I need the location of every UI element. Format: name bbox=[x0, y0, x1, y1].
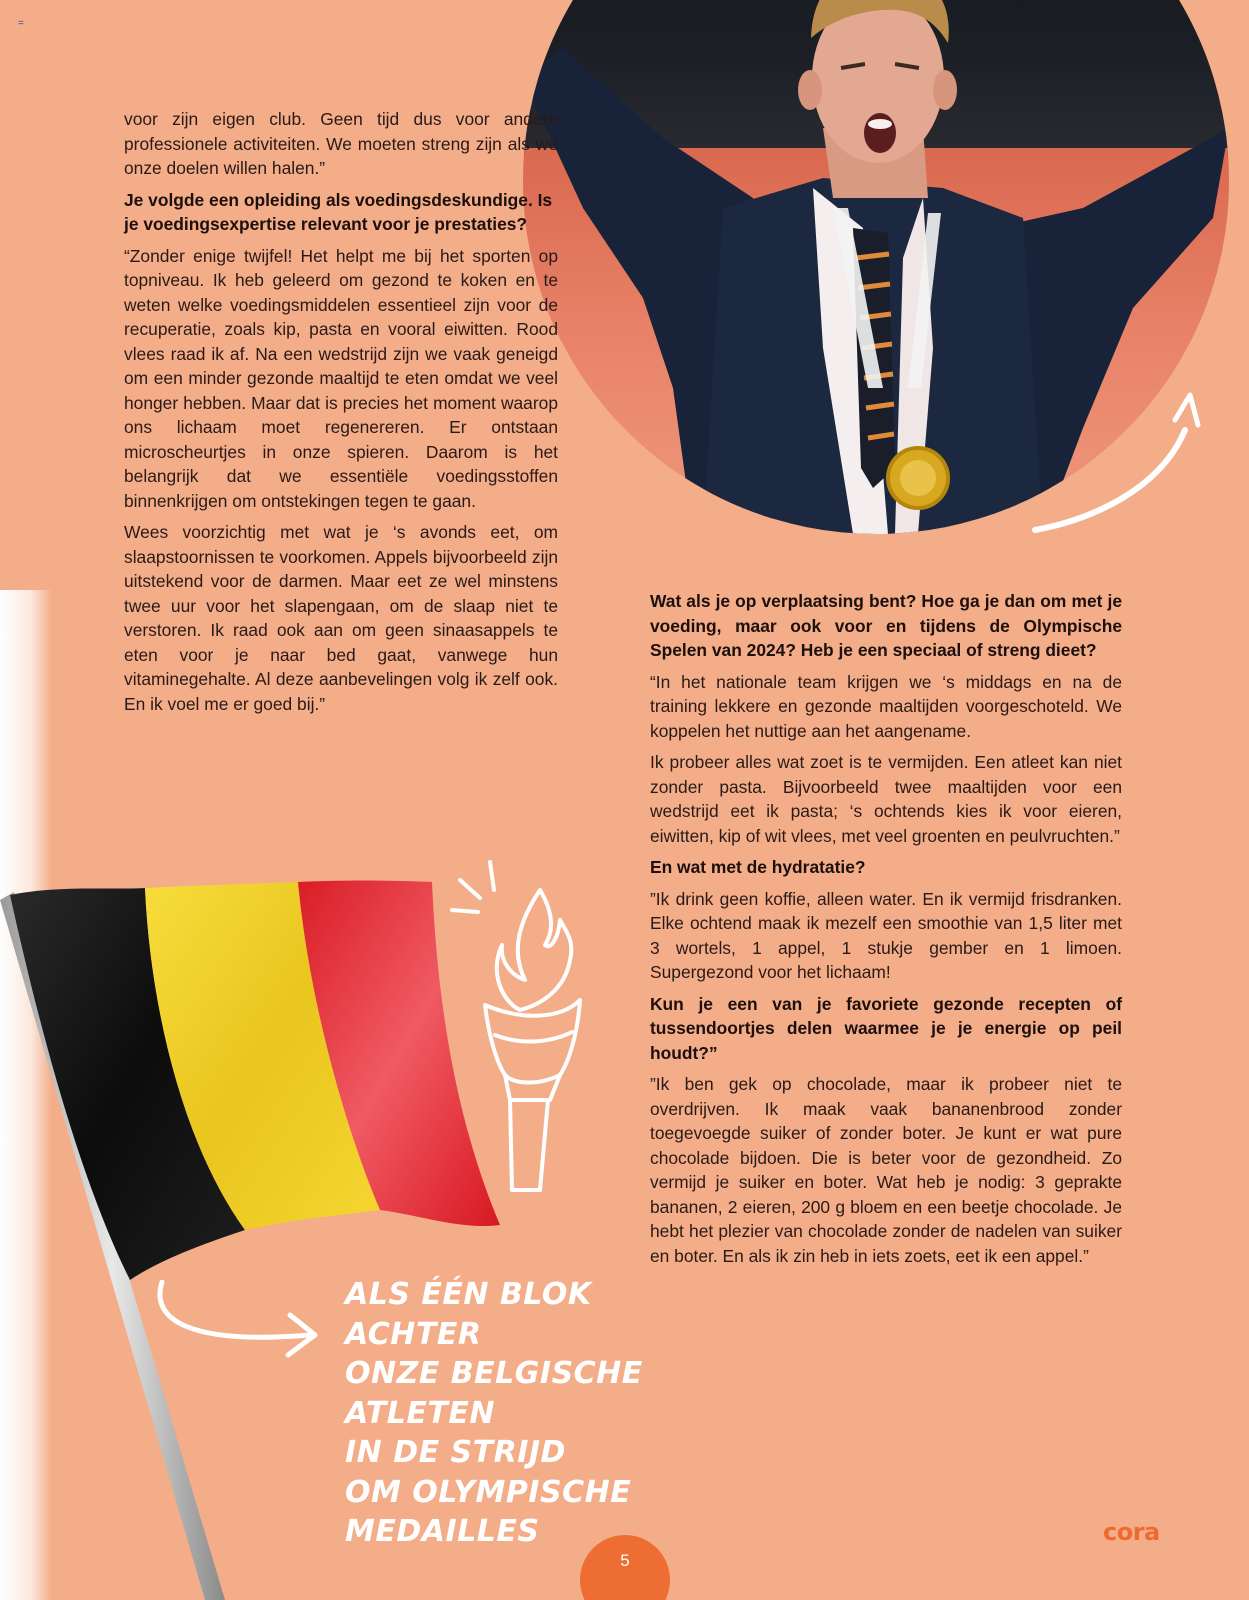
slogan-line: IN DE STRIJD bbox=[345, 1435, 566, 1470]
slogan-line: MEDAILLES bbox=[345, 1514, 540, 1549]
slogan-line: ACHTER bbox=[345, 1316, 482, 1352]
paragraph: ”Ik drink geen koffie, alleen water. En ik vermijd frisdranken. Elke ochtend maak ik mezelf een smoothie van 1,5 liter met 3 wortels, 1 appel, 1 stukje gember en 1 limoen. Supergezond voor het lichaam! bbox=[650, 888, 1122, 982]
paragraph: Ik probeer alles wat zoet is te vermijden. Een atleet kan niet zonder pasta. Bijvoorbeeld twee maaltijden voor een wedstrijd eet ik pasta; ‘s ochtends kies ik voor eieren, eiwitten, kip of wit vlees, met veel groenten en peulvruchten.” bbox=[650, 752, 1122, 846]
paragraph: voor zijn eigen club. Geen tijd dus voor andere professionele activiteiten. We moeten streng zijn als we onze doelen willen halen.” bbox=[124, 109, 558, 178]
interview-question: Wat als je op verplaatsing bent? Hoe ga je dan om met je voeding, maar ook voor en tijdens de Olympische Spelen van 2024? Heb je een speciaal of streng dieet? bbox=[650, 591, 1122, 660]
slogan-line: ONZE BELGISCHE bbox=[345, 1356, 643, 1391]
left-text-column bbox=[124, 107, 558, 723]
interview-question: Je volgde een opleiding als voedingsdeskundige. Is je voedingsexpertise relevant voor je prestaties? bbox=[124, 189, 553, 234]
brand-logo: cora bbox=[1103, 1518, 1160, 1546]
slogan bbox=[345, 1275, 643, 1552]
right-text-column bbox=[650, 589, 1122, 1275]
paragraph: “Zonder enige twijfel! Het helpt me bij het sporten op topniveau. Ik heb geleerd om gezond te koken en te weten welke voedingsmiddelen essentieel zijn voor de recuperatie, zoals kip, pasta en vooral eiwitten. Rood vlees raad ik af. Na een wedstrijd zijn we vaak geneigd om een minder gezonde maaltijd te eten omdat we veel honger hebben. Maar dat is precies het moment waarop ons lichaam moet regenereren. Er ontstaan microscheurtjes in onze spieren. Daarom is het belangrijk dat we essentiële voedingsstoffen binnenkrijgen om ontstekingen tegen te gaan. bbox=[124, 245, 558, 511]
corner-mark: = bbox=[18, 18, 24, 29]
page-number: 5 bbox=[580, 1535, 670, 1600]
slogan-line: ALS ÉÉN BLOK bbox=[345, 1277, 592, 1312]
swoosh-decoration bbox=[1030, 390, 1210, 540]
slogan-line: ATLETEN bbox=[345, 1395, 495, 1431]
paragraph: Wees voorzichtig met wat je ‘s avonds eet, om slaapstoornissen te voorkomen. Appels bijvoorbeeld zijn uitstekend voor de darmen. Maar eet ze wel minstens twee uur voor het slapengaan, om de slaap niet te verstoren. Ik raad ook aan om geen sinaasappels te eten voor je naar bed gaat, vanwege hun vitaminegehalte. Al deze aanbevelingen volg ik zelf ook. En ik voel me er goed bij.” bbox=[124, 522, 558, 714]
paragraph: ”Ik ben gek op chocolade, maar ik probeer niet te overdrijven. Ik maak vaak bananenbrood zonder toegevoegde suiker of zonder boter. Je kunt er wat pure chocolade bijdoen. Die is beter voor de gezondheid. Zo vermijd je suiker en boter. Wat heb je nodig: 3 geprakte bananen, 2 eieren, 200 g bloem en een beetje chocolade. Je hebt het plezier van chocolade zonder de nadelen van suiker en boter. En als ik zin heb in iets zoets, eet ik een appel.” bbox=[650, 1074, 1122, 1266]
arrow-icon bbox=[150, 1280, 330, 1370]
interview-question: En wat met de hydratatie? bbox=[650, 857, 866, 877]
slogan-line: OM OLYMPISCHE bbox=[345, 1474, 632, 1510]
torch-icon bbox=[450, 860, 590, 1200]
paragraph: “In het nationale team krijgen we ‘s middags en na de training lekkere en gezonde maaltijden voorgeschoteld. We koppelen het nuttige aan het aangename. bbox=[650, 671, 1122, 741]
interview-question: Kun je een van je favoriete gezonde recepten of tussendoortjes delen waarmee je je energie op peil houdt?” bbox=[650, 993, 1122, 1063]
